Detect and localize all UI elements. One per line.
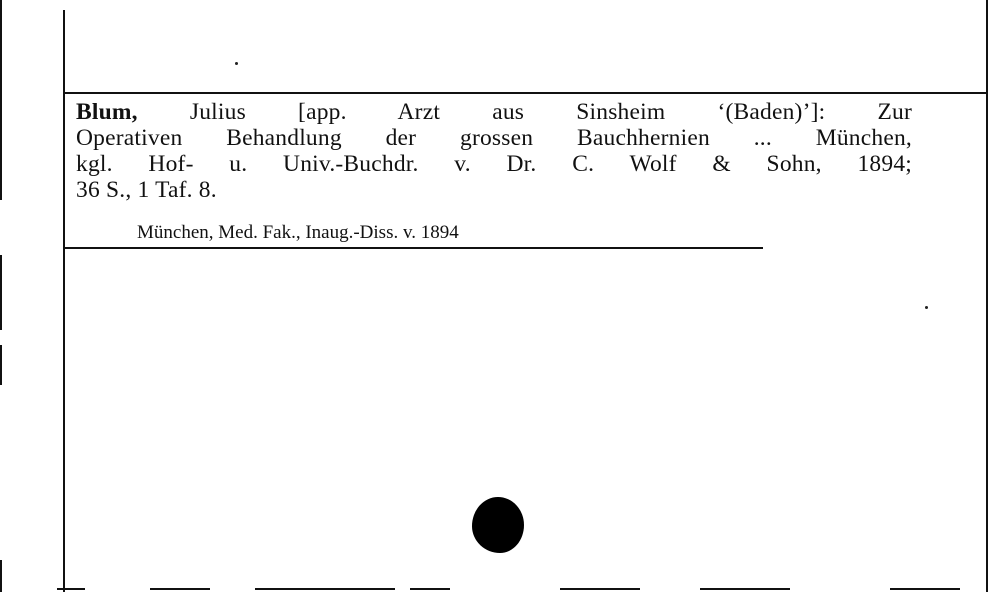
- bottom-edge-dash-3: [255, 588, 395, 590]
- entry-line-4: 36 S., 1 Taf. 8.: [76, 177, 217, 203]
- entry-author-name: Blum,: [76, 99, 138, 125]
- bottom-edge-dash-5: [560, 588, 640, 590]
- ink-speck-top: [235, 62, 238, 65]
- left-edge-mark-mid: [0, 255, 2, 330]
- entry-line-2: Operativen Behandlung der grossen Bauchhernien ... München,: [76, 125, 912, 151]
- bottom-edge-dash-2: [150, 588, 210, 590]
- entry-line-3: kgl. Hof- u. Univ.-Buchdr. v. Dr. C. Wolf & Sohn, 1894;: [76, 151, 912, 177]
- ink-speck-right: [925, 306, 928, 309]
- punch-hole: [472, 497, 524, 553]
- entry-bottom-rule: [63, 247, 763, 249]
- left-edge-mark-bottom: [0, 560, 2, 592]
- bottom-edge-dash-7: [890, 588, 960, 590]
- bottom-edge-dash-4: [410, 588, 450, 590]
- entry-line-1: [76, 99, 912, 125]
- left-edge-mark-top: [0, 0, 2, 200]
- bottom-edge-dash-6: [700, 588, 790, 590]
- catalog-entry: [76, 99, 912, 203]
- entry-line-1-text: Julius [app. Arzt aus Sinsheim ‘(Baden)’]: Zur: [189, 99, 913, 125]
- entry-top-rule: [63, 92, 988, 94]
- dissertation-note: München, Med. Fak., Inaug.-Diss. v. 1894: [137, 222, 459, 243]
- bottom-edge-dash-1: [57, 588, 85, 590]
- left-border-line: [63, 10, 65, 592]
- right-border-line: [986, 0, 988, 592]
- left-edge-mark-low: [0, 345, 2, 385]
